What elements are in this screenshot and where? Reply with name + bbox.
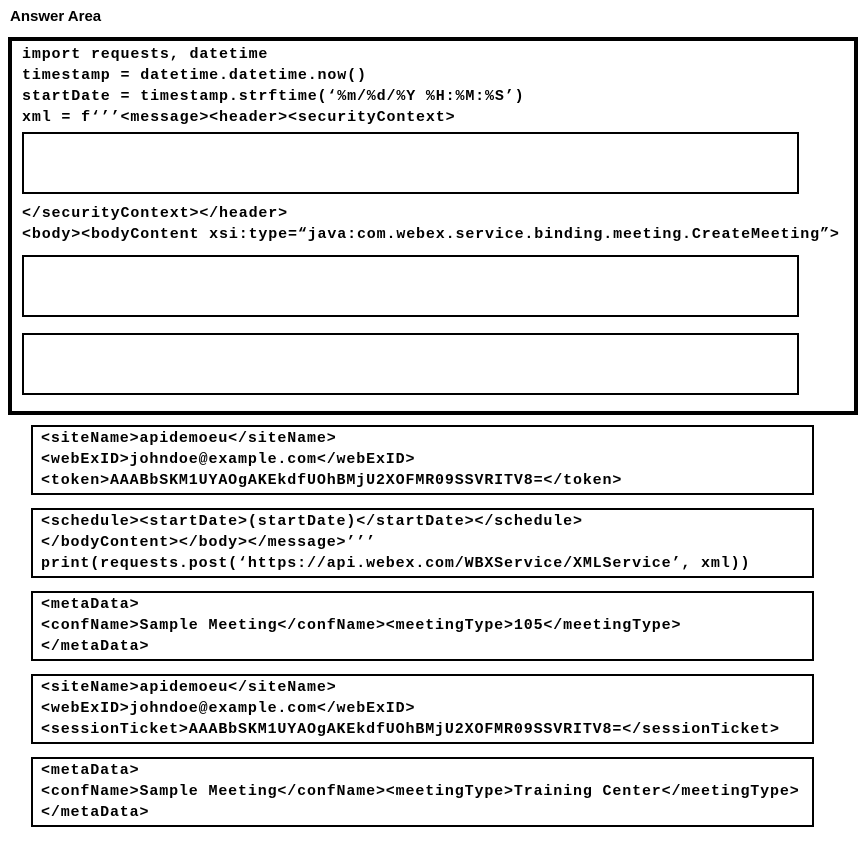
code-line-xml-open: xml = f‘’’<message><header><securityContext> (22, 109, 456, 126)
code-line: <confName>Sample Meeting</confName><meetingType>Training Center</meetingType> (41, 783, 800, 800)
code-line-bodycontent: <body><bodyContent xsi:type=“java:com.webex.service.binding.meeting.CreateMeeting”> (22, 226, 840, 243)
code-line-import: import requests, datetime (22, 46, 269, 63)
code-line: <metaData> (41, 596, 140, 613)
code-line: </metaData> (41, 638, 150, 655)
drop-zone-3[interactable] (22, 333, 799, 395)
page-title: Answer Area (10, 8, 102, 25)
drop-zone-2[interactable] (22, 255, 799, 317)
code-line-timestamp: timestamp = datetime.datetime.now() (22, 67, 367, 84)
option-sessionticket-credentials[interactable] (31, 674, 814, 744)
code-line: <metaData> (41, 762, 140, 779)
code-line: </metaData> (41, 804, 150, 821)
code-line: <webExID>johndoe@example.com</webExID> (41, 700, 416, 717)
code-line-security-close: </securityContext></header> (22, 205, 288, 222)
code-line: <schedule><startDate>(startDate)</startDate></schedule> (41, 513, 583, 530)
option-metadata-training-center[interactable] (31, 757, 814, 827)
code-line: <token>AAABbSKM1UYAOgAKEkdfUOhBMjU2XOFMR09SSVRITV8=</token> (41, 472, 623, 489)
drop-zone-1[interactable] (22, 132, 799, 194)
option-token-credentials[interactable] (31, 425, 814, 495)
code-line: <siteName>apidemoeu</siteName> (41, 679, 337, 696)
option-schedule-post[interactable] (31, 508, 814, 578)
option-metadata-105[interactable] (31, 591, 814, 661)
code-line-startdate: startDate = timestamp.strftime(‘%m/%d/%Y %H:%M:%S’) (22, 88, 525, 105)
code-line: <confName>Sample Meeting</confName><meetingType>105</meetingType> (41, 617, 682, 634)
code-line: </bodyContent></body></message>’’’ (41, 534, 376, 551)
code-line: <webExID>johndoe@example.com</webExID> (41, 451, 416, 468)
code-line: print(requests.post(‘https://api.webex.com/WBXService/XMLService’, xml)) (41, 555, 751, 572)
code-line: <siteName>apidemoeu</siteName> (41, 430, 337, 447)
answer-area (8, 37, 858, 415)
code-line: <sessionTicket>AAABbSKM1UYAOgAKEkdfUOhBMjU2XOFMR09SSVRITV8=</sessionTicket> (41, 721, 780, 738)
